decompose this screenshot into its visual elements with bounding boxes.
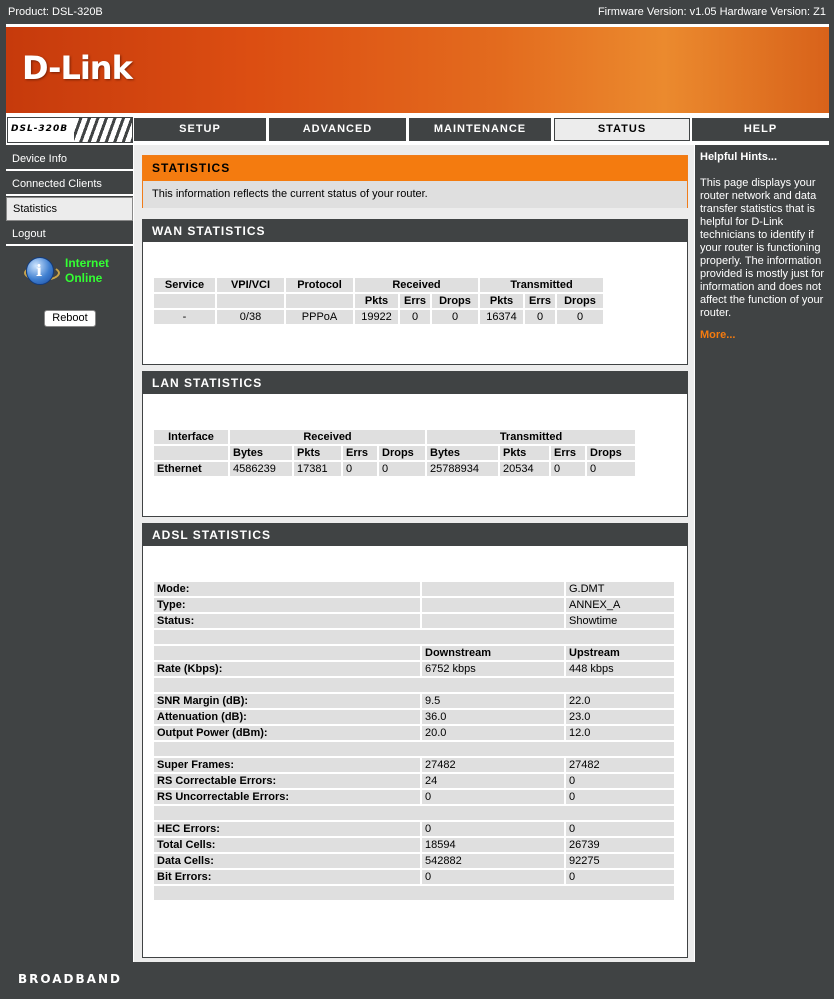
help-more-link[interactable]: More... — [700, 329, 736, 341]
wan-vpi: 0/38 — [217, 310, 284, 324]
tab-help[interactable]: HELP — [692, 118, 829, 141]
table-row — [154, 710, 674, 724]
lan-tx-errs: 0 — [551, 462, 585, 476]
table-row — [154, 774, 674, 788]
brand-banner — [6, 27, 829, 113]
adsl-status: Showtime — [566, 614, 674, 628]
empty-cell — [154, 646, 420, 660]
tab-setup[interactable]: SETUP — [134, 118, 266, 141]
footer-brand: BROADBAND — [18, 972, 122, 986]
adsl-row-up: 448 kbps — [566, 662, 674, 676]
lan-sub-tx-pkts: Pkts — [500, 446, 549, 460]
adsl-row-label: SNR Margin (dB): — [154, 694, 420, 708]
adsl-row-up: 22.0 — [566, 694, 674, 708]
empty-cell — [422, 598, 564, 612]
lan-sub-tx-drops: Drops — [587, 446, 635, 460]
adsl-row-down: 6752 kbps — [422, 662, 564, 676]
spacer-row — [154, 630, 674, 644]
lan-rx-drops: 0 — [379, 462, 425, 476]
tab-status[interactable]: STATUS — [554, 118, 690, 141]
empty-cell — [286, 294, 353, 308]
adsl-row-label: Super Frames: — [154, 758, 420, 772]
lan-sub-rx-pkts: Pkts — [294, 446, 341, 460]
adsl-row-up: 0 — [566, 790, 674, 804]
wan-tx-drops: 0 — [557, 310, 603, 324]
statistics-description: This information reflects the current status of your router. — [143, 181, 687, 208]
adsl-statistics-box — [142, 523, 688, 958]
wan-tx-pkts: 16374 — [480, 310, 523, 324]
lan-sub-rx-drops: Drops — [379, 446, 425, 460]
wan-head-transmitted: Transmitted — [480, 278, 603, 292]
wan-rx-errs: 0 — [400, 310, 430, 324]
adsl-row-down: 24 — [422, 774, 564, 788]
internet-label: Internet — [65, 256, 110, 270]
model-badge-text: DSL-320B — [11, 124, 69, 134]
wan-sub-tx-errs: Errs — [525, 294, 555, 308]
lan-rx-errs: 0 — [343, 462, 377, 476]
adsl-mode: G.DMT — [566, 582, 674, 596]
statistics-box — [142, 155, 688, 208]
adsl-type-label: Type: — [154, 598, 420, 612]
sidebar — [6, 145, 133, 962]
table-row — [154, 310, 603, 324]
spacer-row — [154, 886, 674, 900]
adsl-row-up: 0 — [566, 822, 674, 836]
wan-head-vpi: VPI/VCI — [217, 278, 284, 292]
wan-sub-rx-pkts: Pkts — [355, 294, 398, 308]
online-label: Online — [65, 271, 103, 285]
lan-head-interface: Interface — [154, 430, 228, 444]
table-row — [154, 694, 674, 708]
adsl-type: ANNEX_A — [566, 598, 674, 612]
statistics-title: STATISTICS — [143, 156, 687, 181]
internet-status — [24, 255, 124, 291]
lan-sub-tx-errs: Errs — [551, 446, 585, 460]
adsl-row-down: 0 — [422, 790, 564, 804]
adsl-row-label: Bit Errors: — [154, 870, 420, 884]
lan-head-received: Received — [230, 430, 425, 444]
empty-cell — [154, 294, 215, 308]
tab-advanced[interactable]: ADVANCED — [269, 118, 406, 141]
wan-rx-drops: 0 — [432, 310, 478, 324]
lan-rx-pkts: 17381 — [294, 462, 341, 476]
adsl-row-up: 23.0 — [566, 710, 674, 724]
sidebar-item-statistics[interactable]: Statistics — [6, 197, 133, 221]
help-panel — [695, 145, 829, 962]
adsl-row-up: 0 — [566, 870, 674, 884]
lan-interface: Ethernet — [154, 462, 228, 476]
adsl-status-label: Status: — [154, 614, 420, 628]
help-text: This page displays your router network and data transfer statistics that is helpful for D-Link technicians to identify if your router is functioning properly. The information provided is mostly just for information and does not affect the function of your router. — [700, 177, 825, 319]
wan-protocol: PPPoA — [286, 310, 353, 324]
adsl-row-up: 0 — [566, 774, 674, 788]
dlink-logo: D-Link — [22, 49, 132, 87]
sidebar-item-connected-clients[interactable]: Connected Clients — [6, 173, 133, 196]
empty-cell — [422, 614, 564, 628]
adsl-row-down: 20.0 — [422, 726, 564, 740]
info-globe-icon: i — [26, 257, 54, 285]
wan-sub-rx-errs: Errs — [400, 294, 430, 308]
adsl-row-down: 9.5 — [422, 694, 564, 708]
adsl-row-label: Output Power (dBm): — [154, 726, 420, 740]
content-area — [134, 145, 694, 962]
empty-cell — [154, 446, 228, 460]
wan-sub-tx-pkts: Pkts — [480, 294, 523, 308]
table-row — [154, 462, 635, 476]
adsl-row-down: 18594 — [422, 838, 564, 852]
empty-cell — [217, 294, 284, 308]
internet-status-text — [65, 256, 109, 286]
adsl-mode-label: Mode: — [154, 582, 420, 596]
adsl-upstream-head: Upstream — [566, 646, 674, 660]
lan-sub-rx-errs: Errs — [343, 446, 377, 460]
lan-table — [152, 428, 637, 478]
tab-maintenance[interactable]: MAINTENANCE — [409, 118, 551, 141]
table-row — [154, 822, 674, 836]
main-frame — [6, 24, 829, 962]
lan-tx-bytes: 25788934 — [427, 462, 498, 476]
table-row — [154, 870, 674, 884]
lan-head-transmitted: Transmitted — [427, 430, 635, 444]
table-row — [154, 790, 674, 804]
sidebar-item-logout[interactable]: Logout — [6, 223, 133, 246]
top-bar — [0, 0, 834, 24]
spacer-row — [154, 742, 674, 756]
table-row — [154, 662, 674, 676]
adsl-row-label: Total Cells: — [154, 838, 420, 852]
adsl-row-down: 0 — [422, 822, 564, 836]
adsl-row-label: Rate (Kbps): — [154, 662, 420, 676]
spacer-row — [154, 806, 674, 820]
top-nav — [6, 116, 829, 143]
wan-head-service: Service — [154, 278, 215, 292]
lan-rx-bytes: 4586239 — [230, 462, 292, 476]
adsl-row-down: 27482 — [422, 758, 564, 772]
table-row — [154, 854, 674, 868]
adsl-row-down: 542882 — [422, 854, 564, 868]
help-title: Helpful Hints... — [700, 151, 777, 163]
model-badge — [7, 117, 133, 143]
adsl-row-label: HEC Errors: — [154, 822, 420, 836]
wan-table — [152, 276, 605, 326]
lan-tx-pkts: 20534 — [500, 462, 549, 476]
reboot-button[interactable]: Reboot — [44, 310, 96, 327]
adsl-table — [152, 580, 676, 902]
adsl-title: ADSL STATISTICS — [143, 524, 687, 546]
adsl-row-up: 12.0 — [566, 726, 674, 740]
lan-statistics-box — [142, 371, 688, 517]
stripes-decoration — [74, 118, 132, 142]
table-row — [154, 758, 674, 772]
wan-tx-errs: 0 — [525, 310, 555, 324]
adsl-row-label: RS Correctable Errors: — [154, 774, 420, 788]
sidebar-item-device-info[interactable]: Device Info — [6, 148, 133, 171]
table-row — [154, 726, 674, 740]
wan-sub-tx-drops: Drops — [557, 294, 603, 308]
lan-sub-tx-bytes: Bytes — [427, 446, 498, 460]
wan-service: - — [154, 310, 215, 324]
adsl-row-down: 0 — [422, 870, 564, 884]
lan-sub-rx-bytes: Bytes — [230, 446, 292, 460]
wan-statistics-box — [142, 219, 688, 365]
adsl-row-label: Attenuation (dB): — [154, 710, 420, 724]
adsl-row-up: 27482 — [566, 758, 674, 772]
product-label: Product: DSL-320B — [8, 6, 103, 18]
adsl-row-label: RS Uncorrectable Errors: — [154, 790, 420, 804]
adsl-row-down: 36.0 — [422, 710, 564, 724]
table-row — [154, 838, 674, 852]
lan-tx-drops: 0 — [587, 462, 635, 476]
lan-title: LAN STATISTICS — [143, 372, 687, 394]
wan-rx-pkts: 19922 — [355, 310, 398, 324]
empty-cell — [422, 582, 564, 596]
wan-title: WAN STATISTICS — [143, 220, 687, 242]
firmware-label: Firmware Version: v1.05 Hardware Version: Z1 — [597, 6, 826, 18]
adsl-row-up: 92275 — [566, 854, 674, 868]
adsl-row-up: 26739 — [566, 838, 674, 852]
adsl-row-label: Data Cells: — [154, 854, 420, 868]
adsl-downstream-head: Downstream — [422, 646, 564, 660]
wan-head-received: Received — [355, 278, 478, 292]
wan-sub-rx-drops: Drops — [432, 294, 478, 308]
spacer-row — [154, 678, 674, 692]
wan-head-protocol: Protocol — [286, 278, 353, 292]
